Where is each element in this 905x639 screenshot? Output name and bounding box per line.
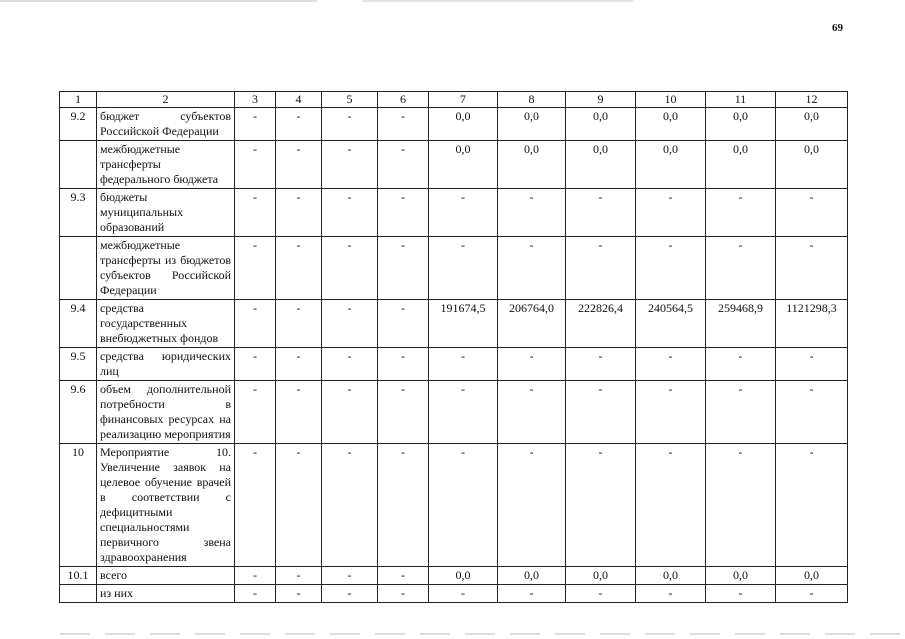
row-description-cell: средства юридических лиц <box>97 348 235 381</box>
table-row <box>60 348 848 381</box>
header-cell: 10 <box>636 92 706 108</box>
value-cell: - <box>636 189 706 237</box>
header-cell: 7 <box>429 92 498 108</box>
header-cell: 3 <box>235 92 276 108</box>
value-cell: - <box>276 585 322 603</box>
table-row <box>60 108 848 141</box>
value-cell: - <box>276 567 322 585</box>
budget-table <box>59 91 848 603</box>
value-cell: - <box>776 348 848 381</box>
value-cell: 0,0 <box>636 141 706 189</box>
value-cell: - <box>706 381 776 444</box>
header-cell: 5 <box>322 92 378 108</box>
value-cell: 0,0 <box>498 567 566 585</box>
page-number: 69 <box>832 22 843 34</box>
row-number-cell <box>60 141 97 189</box>
value-cell: - <box>276 444 322 567</box>
value-cell: - <box>276 348 322 381</box>
value-cell: - <box>636 348 706 381</box>
table-row <box>60 567 848 585</box>
value-cell: - <box>378 189 429 237</box>
value-cell: - <box>378 348 429 381</box>
value-cell: - <box>276 189 322 237</box>
header-cell: 6 <box>378 92 429 108</box>
value-cell: - <box>498 381 566 444</box>
value-cell: 1121298,3 <box>776 300 848 348</box>
value-cell: - <box>235 108 276 141</box>
value-cell: - <box>276 141 322 189</box>
value-cell: - <box>276 108 322 141</box>
row-number-cell: 10 <box>60 444 97 567</box>
table-row <box>60 300 848 348</box>
value-cell: - <box>706 585 776 603</box>
value-cell: 0,0 <box>706 141 776 189</box>
value-cell: - <box>235 567 276 585</box>
value-cell: 0,0 <box>429 108 498 141</box>
value-cell: - <box>235 141 276 189</box>
value-cell: - <box>276 381 322 444</box>
value-cell: - <box>378 237 429 300</box>
value-cell: - <box>378 141 429 189</box>
value-cell: - <box>429 381 498 444</box>
table-row <box>60 141 848 189</box>
value-cell: - <box>776 585 848 603</box>
row-number-cell: 9.4 <box>60 300 97 348</box>
table-header-row <box>60 92 848 108</box>
row-description-cell: бюджет субъектов Российской Федерации <box>97 108 235 141</box>
value-cell: - <box>566 381 636 444</box>
value-cell: - <box>322 189 378 237</box>
value-cell: 259468,9 <box>706 300 776 348</box>
header-cell: 4 <box>276 92 322 108</box>
value-cell: - <box>429 348 498 381</box>
row-description-cell: объем дополнительной потребности в финансовых ресурсах на реализацию мероприятия <box>97 381 235 444</box>
row-number-cell <box>60 237 97 300</box>
row-description-cell: всего <box>97 567 235 585</box>
value-cell: - <box>322 300 378 348</box>
value-cell: - <box>378 567 429 585</box>
row-description-cell: межбюджетные трансферты из бюджетов субъектов Российской Федерации <box>97 237 235 300</box>
value-cell: - <box>636 381 706 444</box>
value-cell: 0,0 <box>636 108 706 141</box>
row-number-cell: 9.6 <box>60 381 97 444</box>
value-cell: 0,0 <box>776 108 848 141</box>
value-cell: 0,0 <box>776 141 848 189</box>
header-cell: 9 <box>566 92 636 108</box>
value-cell: - <box>498 585 566 603</box>
value-cell: - <box>322 141 378 189</box>
value-cell: - <box>566 348 636 381</box>
value-cell: 0,0 <box>566 108 636 141</box>
value-cell: - <box>378 300 429 348</box>
value-cell: - <box>429 237 498 300</box>
value-cell: - <box>566 585 636 603</box>
value-cell: - <box>322 567 378 585</box>
value-cell: - <box>276 237 322 300</box>
header-cell: 1 <box>60 92 97 108</box>
value-cell: - <box>776 189 848 237</box>
table-row <box>60 585 848 603</box>
header-cell: 11 <box>706 92 776 108</box>
value-cell: 0,0 <box>566 567 636 585</box>
header-cell: 2 <box>97 92 235 108</box>
value-cell: - <box>776 237 848 300</box>
value-cell: - <box>322 237 378 300</box>
value-cell: 222826,4 <box>566 300 636 348</box>
scan-artifact-bottom <box>60 633 905 635</box>
value-cell: - <box>429 189 498 237</box>
value-cell: - <box>378 585 429 603</box>
value-cell: - <box>276 300 322 348</box>
header-cell: 12 <box>776 92 848 108</box>
value-cell: 0,0 <box>498 141 566 189</box>
value-cell: - <box>235 444 276 567</box>
value-cell: - <box>498 444 566 567</box>
table-row <box>60 189 848 237</box>
value-cell: 0,0 <box>429 567 498 585</box>
value-cell: 0,0 <box>706 108 776 141</box>
value-cell: - <box>322 348 378 381</box>
value-cell: - <box>776 381 848 444</box>
row-description-cell: из них <box>97 585 235 603</box>
value-cell: - <box>706 237 776 300</box>
value-cell: - <box>566 237 636 300</box>
row-number-cell: 10.1 <box>60 567 97 585</box>
value-cell: 206764,0 <box>498 300 566 348</box>
value-cell: - <box>235 585 276 603</box>
value-cell: 191674,5 <box>429 300 498 348</box>
value-cell: - <box>566 189 636 237</box>
scan-artifact-top <box>0 0 905 2</box>
value-cell: - <box>378 381 429 444</box>
value-cell: - <box>776 444 848 567</box>
value-cell: - <box>322 444 378 567</box>
table-row <box>60 444 848 567</box>
value-cell: - <box>235 237 276 300</box>
row-number-cell <box>60 585 97 603</box>
value-cell: - <box>322 381 378 444</box>
value-cell: 0,0 <box>706 567 776 585</box>
value-cell: - <box>429 585 498 603</box>
header-cell: 8 <box>498 92 566 108</box>
value-cell: - <box>498 237 566 300</box>
table-body <box>60 108 848 603</box>
value-cell: 0,0 <box>429 141 498 189</box>
row-description-cell: межбюджетные трансферты федерального бюджета <box>97 141 235 189</box>
value-cell: - <box>378 444 429 567</box>
value-cell: - <box>566 444 636 567</box>
value-cell: - <box>322 108 378 141</box>
value-cell: - <box>235 381 276 444</box>
row-number-cell: 9.2 <box>60 108 97 141</box>
value-cell: - <box>636 585 706 603</box>
row-description-cell: бюджеты муниципальных образований <box>97 189 235 237</box>
value-cell: - <box>498 348 566 381</box>
value-cell: - <box>235 189 276 237</box>
value-cell: - <box>706 444 776 567</box>
value-cell: - <box>636 444 706 567</box>
table-row <box>60 381 848 444</box>
value-cell: 0,0 <box>566 141 636 189</box>
row-description-cell: средства государственных внебюджетных фондов <box>97 300 235 348</box>
value-cell: - <box>498 189 566 237</box>
value-cell: 0,0 <box>776 567 848 585</box>
value-cell: - <box>429 444 498 567</box>
value-cell: - <box>235 300 276 348</box>
value-cell: 0,0 <box>498 108 566 141</box>
value-cell: - <box>636 237 706 300</box>
value-cell: - <box>706 348 776 381</box>
table-row <box>60 237 848 300</box>
row-number-cell: 9.3 <box>60 189 97 237</box>
value-cell: - <box>378 108 429 141</box>
row-number-cell: 9.5 <box>60 348 97 381</box>
value-cell: 240564,5 <box>636 300 706 348</box>
value-cell: 0,0 <box>636 567 706 585</box>
row-description-cell: Мероприятие 10. Увеличение заявок на целевое обучение врачей в соответствии с дефицитными специальностями первичного звена здравоохранения <box>97 444 235 567</box>
value-cell: - <box>706 189 776 237</box>
value-cell: - <box>322 585 378 603</box>
value-cell: - <box>235 348 276 381</box>
